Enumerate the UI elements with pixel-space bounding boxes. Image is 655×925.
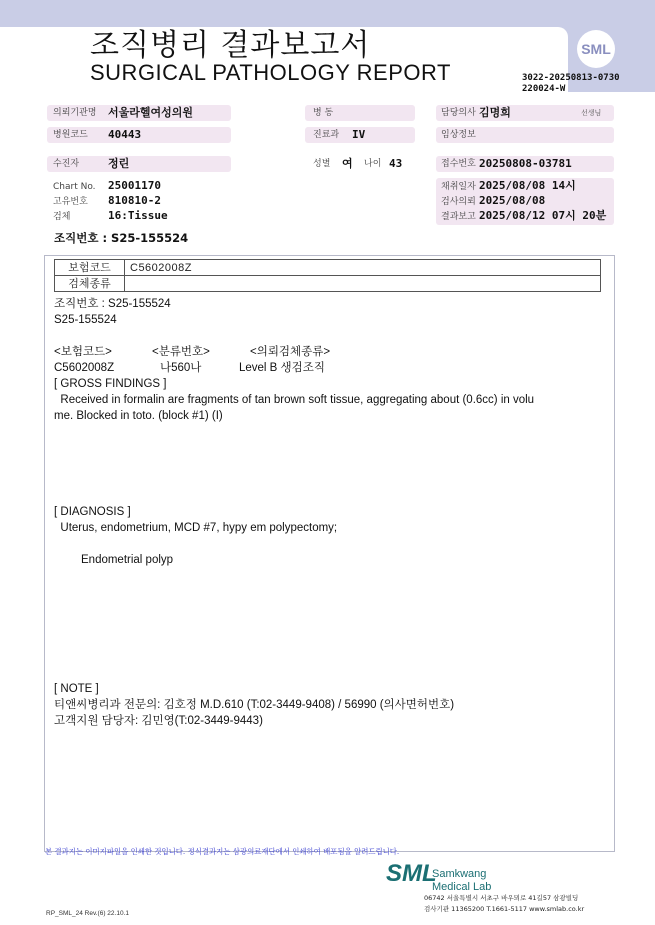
gross-findings-line1: Received in formalin are fragments of tan brown soft tissue, aggregating about (0.6cc) in volu [54, 394, 535, 406]
code-value-insurance: C5602008Z [54, 362, 115, 374]
code-table [54, 259, 601, 292]
diagnosis-line1: Uterus, endometrium, MCD #7, hypy em polypectomy; [54, 522, 338, 534]
report-title-english: SURGICAL PATHOLOGY REPORT [90, 60, 451, 85]
clinical-info-label: 임상정보 [441, 130, 476, 140]
col-header-classification: <분류번호> [152, 346, 210, 358]
doctor-label: 담당의사 [441, 108, 476, 118]
report-id-line2: 220024-W [522, 84, 566, 94]
report-tissue-no-short: S25-155524 [54, 314, 117, 326]
gross-findings-line2: me. Blocked in toto. (block #1) (I) [54, 410, 223, 422]
note-pathologist: 티앤씨병리과 전문의: 김호정 M.D.610 (T:02-3449-9408) / 56990 (의사면허번호) [54, 699, 455, 711]
sml-logo-text: SML [581, 41, 611, 57]
department-value: IV [352, 128, 366, 141]
specimen-type-row [55, 276, 601, 292]
sml-logo [577, 30, 615, 68]
receipt-no-label: 접수번호 [441, 159, 476, 169]
code-value-classification: 나560나 [160, 362, 202, 374]
collected-label: 채취일자 [441, 182, 476, 192]
report-tissue-no: 조직번호 : S25-155524 [54, 298, 171, 310]
age-label: 나이 [364, 159, 382, 169]
footer-notice: 본 결과지는 이미지파일을 인쇄한 것입니다. 정식결과지는 삼광의료재단에서 인쇄하여 배포됨을 알려드립니다. [45, 847, 400, 856]
footer-contact: 검사기관 11365200 T.1661-5117 www.smlab.co.kr [424, 905, 585, 913]
footer-lab-name-line2: Medical Lab [432, 881, 492, 893]
tissue-number-heading: 조직번호 : S25-155524 [54, 231, 189, 245]
age-value: 43 [389, 157, 403, 170]
diagnosis-heading: [ DIAGNOSIS ] [54, 506, 131, 518]
footer-sml-logo: SML [386, 860, 437, 887]
report-id-line1: 3022-20250813-0730 [522, 73, 620, 83]
form-code: RP_SML_24 Rev.(6) 22.10.1 [46, 910, 129, 917]
report-id [522, 73, 620, 95]
test-request-value: 2025/08/08 [479, 194, 546, 207]
collected-value: 2025/08/08 14시 [479, 179, 576, 192]
specimen-type-value [125, 276, 601, 292]
doctor-value: 김명희 [479, 106, 511, 119]
insurance-code-value: C5602008Z [125, 260, 601, 276]
result-report-value: 2025/08/12 07시 20분 [479, 209, 607, 222]
specimen-type-label: 검체종류 [55, 276, 125, 292]
institution-label: 의뢰기관명 [53, 108, 97, 118]
ward-label: 병 동 [313, 108, 334, 118]
insurance-code-row [55, 260, 601, 276]
footer-lab-name [432, 868, 491, 894]
hospital-code-value: 40443 [108, 128, 142, 141]
col-header-specimen-type: <의뢰검체종류> [250, 346, 331, 358]
footer-address: 06742 서울특별시 서초구 바우뫼로 41길57 삼광빌딩 [424, 894, 579, 902]
hospital-code-label: 병원코드 [53, 130, 88, 140]
test-request-label: 검사의뢰 [441, 197, 476, 207]
code-value-specimen-type: Level B 생검조직 [239, 362, 325, 374]
note-support-contact: 고객지원 담당자: 김민영(T:02-3449-9443) [54, 715, 263, 727]
report-title-korean: 조직병리 결과보고서 [90, 28, 371, 63]
insurance-code-label: 보험코드 [55, 260, 125, 276]
result-report-label: 결과보고 [441, 212, 476, 222]
unique-no-label: 고유번호 [53, 197, 88, 207]
col-header-insurance: <보험코드> [54, 346, 112, 358]
doctor-suffix: 선생님 [581, 109, 602, 117]
specimen-value: 16:Tissue [108, 209, 168, 222]
receipt-no-value: 20250808-03781 [479, 157, 572, 170]
institution-value: 서울라헬여성의원 [108, 106, 194, 119]
chart-no-label: Chart No. [53, 182, 96, 192]
chart-no-value: 25001170 [108, 179, 161, 192]
department-label: 진료과 [313, 130, 340, 140]
note-heading: [ NOTE ] [54, 683, 99, 695]
gross-findings-heading: [ GROSS FINDINGS ] [54, 378, 167, 390]
patient-value: 정린 [108, 157, 130, 170]
sex-value: 여 [342, 157, 353, 170]
diagnosis-result: Endometrial polyp [81, 554, 174, 566]
unique-no-value: 810810-2 [108, 194, 161, 207]
specimen-label: 검체 [53, 212, 71, 222]
patient-label: 수진자 [53, 159, 80, 169]
sex-label: 성별 [313, 159, 331, 169]
footer-lab-name-line1: Samkwang [432, 868, 487, 880]
